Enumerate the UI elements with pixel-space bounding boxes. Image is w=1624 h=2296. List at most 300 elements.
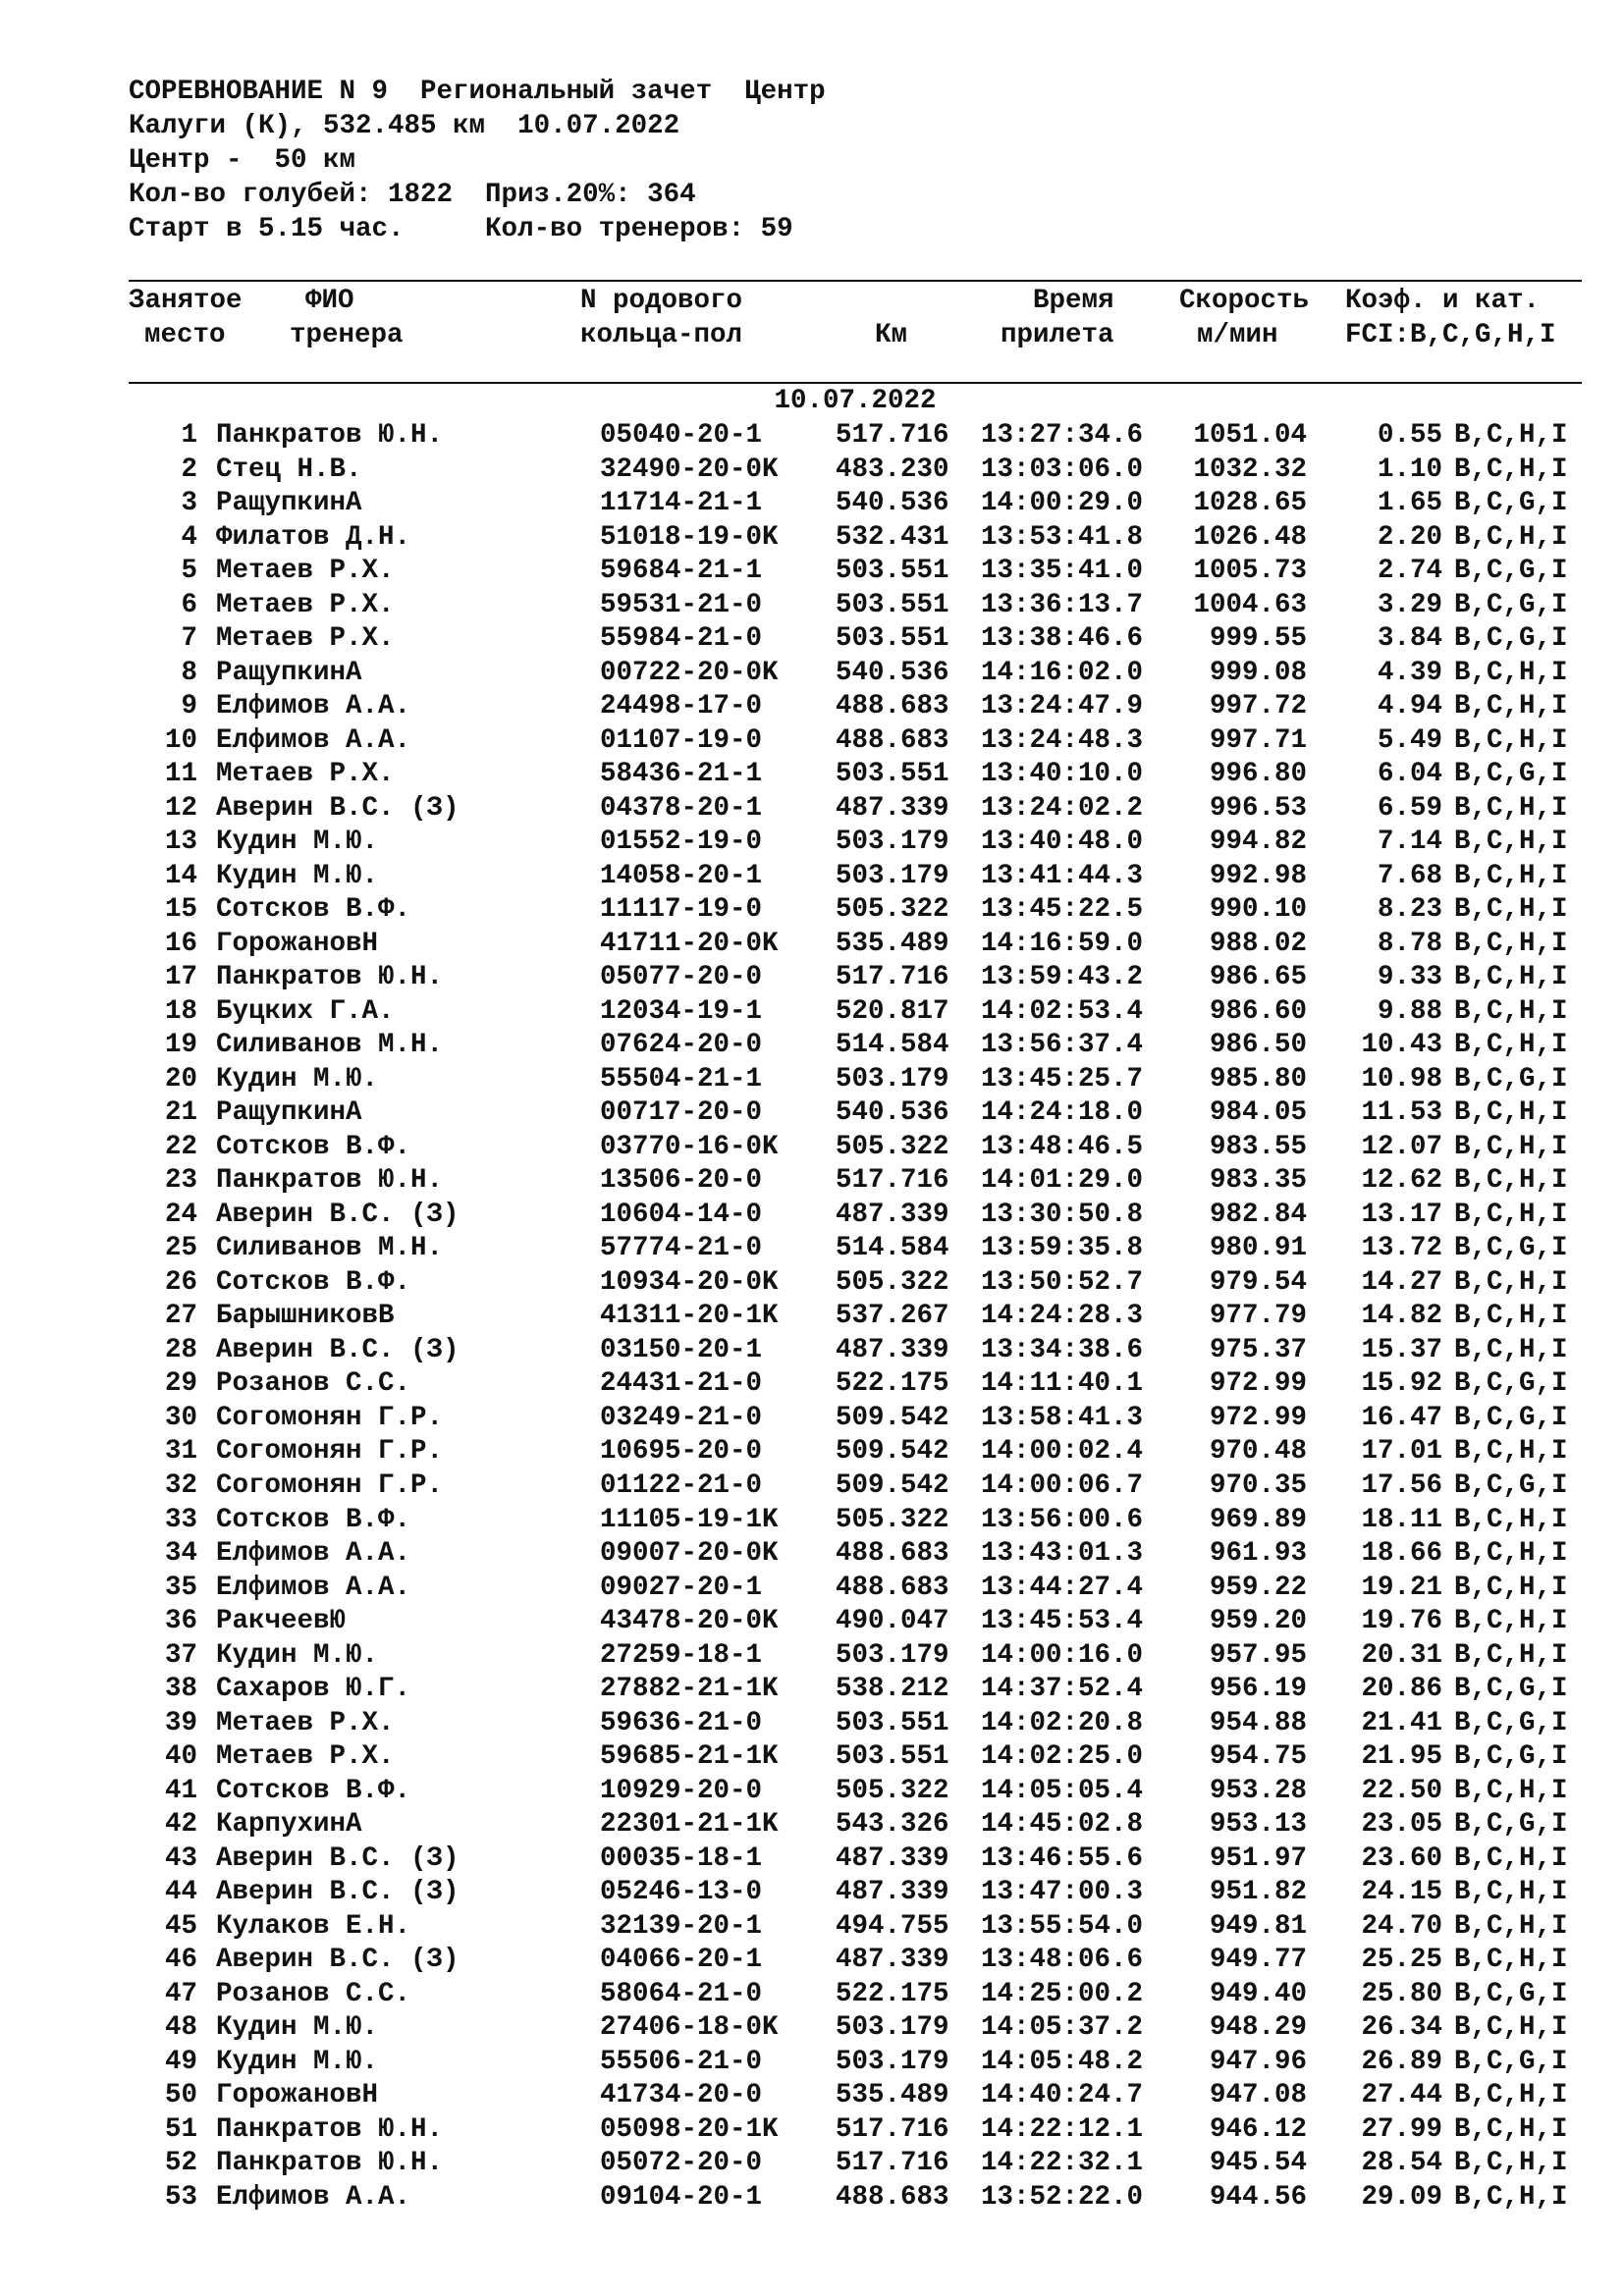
header-top-rule [129,280,1582,282]
cell-km: 505.322 [836,1131,949,1162]
cell-cat: B,C,H,I [1454,1572,1568,1603]
cell-place: 6 [181,589,197,620]
cell-km: 509.542 [836,1436,949,1468]
cell-speed: 992.98 [1209,860,1307,891]
cell-ring: 41711-20-0K [600,928,779,959]
center-distance: Центр - 50 км [129,145,356,176]
cell-time: 13:03:06.0 [981,454,1144,485]
cell-name: РащупкинА [216,657,362,688]
cell-time: 13:48:46.5 [981,1131,1144,1162]
cell-name: Розанов С.С. [216,1978,411,2009]
cell-ring: 01552-19-0 [600,827,763,858]
cell-km: 505.322 [836,1504,949,1535]
cell-name: Силиванов М.Н. [216,1233,444,1264]
cell-time: 13:59:35.8 [981,1233,1144,1264]
cell-ring: 03770-16-0K [600,1131,779,1162]
cell-km: 505.322 [836,894,949,926]
col-ring-sublabel: кольца-пол [580,320,743,350]
cell-cat: B,C,H,I [1454,1504,1568,1535]
cell-ring: 59684-21-1 [600,556,763,587]
cell-km: 503.551 [836,589,949,620]
cell-name: Согомонян Г.Р. [216,1436,444,1468]
cell-km: 490.047 [836,1606,949,1637]
cell-time: 14:05:48.2 [981,2046,1144,2077]
cell-speed: 948.29 [1209,2012,1307,2044]
cell-name: РащупкинА [216,488,362,519]
cell-place: 36 [164,1606,197,1637]
cell-time: 13:47:00.3 [981,1877,1144,1908]
table-row [129,1605,1582,1639]
cell-coef: 21.41 [1361,1707,1442,1738]
cell-km: 514.584 [836,1030,949,1061]
cell-speed: 1026.48 [1193,521,1307,553]
cell-ring: 03249-21-0 [600,1402,763,1433]
cell-km: 483.230 [836,454,949,485]
cell-coef: 15.37 [1361,1334,1442,1365]
table-row [129,1334,1582,1368]
cell-km: 535.489 [836,928,949,959]
cell-time: 14:05:05.4 [981,1775,1144,1806]
cell-time: 14:01:29.0 [981,1165,1144,1197]
cell-km: 517.716 [836,962,949,993]
table-row [129,893,1582,928]
results-header [129,75,1582,246]
cell-speed: 1005.73 [1193,556,1307,587]
cell-cat: B,C,H,I [1454,2113,1568,2145]
cell-time: 13:24:47.9 [981,691,1144,722]
start-info: Старт в 5.15 час. Кол-во тренеров: 59 [129,214,793,244]
cell-ring: 12034-19-1 [600,995,763,1027]
cell-ring: 13506-20-0 [600,1165,763,1197]
cell-ring: 10604-14-0 [600,1199,763,1230]
cell-coef: 19.76 [1361,1606,1442,1637]
cell-place: 10 [164,724,197,756]
cell-speed: 959.22 [1209,1572,1307,1603]
cell-coef: 28.54 [1361,2148,1442,2179]
cell-ring: 14058-20-1 [600,860,763,891]
col-coef-sublabel: FCI:B,C,G,H,I [1345,320,1556,350]
cell-km: 538.212 [836,1674,949,1705]
cell-time: 13:30:50.8 [981,1199,1144,1230]
cell-cat: B,C,G,I [1454,556,1568,587]
cell-speed: 997.72 [1209,691,1307,722]
cell-cat: B,C,H,I [1454,657,1568,688]
cell-km: 488.683 [836,1538,949,1570]
cell-place: 13 [164,827,197,858]
col-place-label: Занятое [129,286,243,316]
cell-ring: 11105-19-1K [600,1504,779,1535]
col-place-sublabel: место [144,320,226,350]
cell-time: 14:02:25.0 [981,1741,1144,1773]
cell-ring: 10934-20-0K [600,1266,779,1298]
table-row [129,1435,1582,1469]
race-date: 10.07.2022 [774,386,937,416]
cell-ring: 05040-20-1 [600,420,763,451]
cell-name: Сахаров Ю.Г. [216,1674,411,1705]
cell-ring: 59685-21-1K [600,1741,779,1773]
table-row [129,2079,1582,2113]
cell-time: 13:53:41.8 [981,521,1144,553]
cell-place: 43 [164,1842,197,1874]
cell-ring: 00722-20-0K [600,657,779,688]
cell-name: Метаев Р.Х. [216,589,395,620]
cell-ring: 11714-21-1 [600,488,763,519]
cell-km: 509.542 [836,1402,949,1433]
cell-speed: 996.53 [1209,792,1307,824]
cell-time: 14:00:16.0 [981,1639,1144,1671]
cell-speed: 947.96 [1209,2046,1307,2077]
table-row [129,1131,1582,1165]
cell-name: Панкратов Ю.Н. [216,962,444,993]
col-speed-label: Скорость [1179,286,1310,316]
table-row [129,1537,1582,1572]
cell-coef: 25.80 [1361,1978,1442,2009]
table-row [129,1876,1582,1910]
cell-speed: 972.99 [1209,1402,1307,1433]
cell-name: Аверин В.С. (З) [216,1199,460,1230]
cell-place: 23 [164,1165,197,1197]
cell-name: Сотсков В.Ф. [216,1266,411,1298]
table-row [129,1842,1582,1877]
cell-ring: 09007-20-0K [600,1538,779,1570]
cell-place: 53 [164,2181,197,2213]
cell-coef: 12.62 [1361,1165,1442,1197]
cell-ring: 55984-21-0 [600,623,763,655]
cell-km: 488.683 [836,691,949,722]
cell-name: Стец Н.В. [216,454,362,485]
cell-speed: 949.81 [1209,1910,1307,1942]
cell-place: 42 [164,1809,197,1841]
cell-cat: B,C,H,I [1454,827,1568,858]
cell-ring: 27882-21-1K [600,1674,779,1705]
cell-place: 39 [164,1707,197,1738]
cell-time: 13:43:01.3 [981,1538,1144,1570]
cell-speed: 985.80 [1209,1063,1307,1095]
column-headers [129,284,1582,352]
table-row [129,1164,1582,1199]
cell-name: Розанов С.С. [216,1368,411,1400]
cell-cat: B,C,H,I [1454,1199,1568,1230]
cell-ring: 07624-20-0 [600,1030,763,1061]
cell-speed: 972.99 [1209,1368,1307,1400]
cell-cat: B,C,G,I [1454,1674,1568,1705]
cell-km: 517.716 [836,2113,949,2145]
cell-place: 52 [164,2148,197,2179]
cell-km: 505.322 [836,1266,949,1298]
cell-cat: B,C,H,I [1454,521,1568,553]
cell-ring: 01122-21-0 [600,1469,763,1501]
cell-place: 49 [164,2046,197,2077]
cell-speed: 988.02 [1209,928,1307,959]
table-row [129,555,1582,589]
cell-coef: 16.47 [1361,1402,1442,1433]
cell-cat: B,C,H,I [1454,1910,1568,1942]
cell-place: 48 [164,2012,197,2044]
cell-speed: 975.37 [1209,1334,1307,1365]
cell-km: 522.175 [836,1368,949,1400]
cell-km: 503.179 [836,827,949,858]
cell-km: 503.179 [836,860,949,891]
cell-speed: 953.13 [1209,1809,1307,1841]
cell-cat: B,C,H,I [1454,1030,1568,1061]
cell-time: 14:22:32.1 [981,2148,1144,2179]
table-row [129,1504,1582,1538]
cell-ring: 05098-20-1K [600,2113,779,2145]
cell-cat: B,C,G,I [1454,623,1568,655]
cell-coef: 14.27 [1361,1266,1442,1298]
cell-name: Кудин М.Ю. [216,827,379,858]
cell-place: 5 [181,556,197,587]
cell-name: Метаев Р.Х. [216,1741,395,1773]
table-row [129,961,1582,995]
cell-speed: 953.28 [1209,1775,1307,1806]
cell-place: 28 [164,1334,197,1365]
cell-place: 3 [181,488,197,519]
cell-km: 503.179 [836,2012,949,2044]
cell-ring: 24498-17-0 [600,691,763,722]
cell-cat: B,C,H,I [1454,691,1568,722]
cell-ring: 05072-20-0 [600,2148,763,2179]
cell-cat: B,C,G,I [1454,1233,1568,1264]
cell-cat: B,C,H,I [1454,1877,1568,1908]
cell-ring: 04378-20-1 [600,792,763,824]
cell-time: 13:45:53.4 [981,1606,1144,1637]
table-row [129,1707,1582,1741]
cell-place: 11 [164,759,197,790]
cell-coef: 6.04 [1377,759,1442,790]
cell-speed: 980.91 [1209,1233,1307,1264]
cell-coef: 7.68 [1377,860,1442,891]
cell-cat: B,C,H,I [1454,1606,1568,1637]
table-row [129,2181,1582,2216]
cell-speed: 999.55 [1209,623,1307,655]
cell-time: 14:02:20.8 [981,1707,1144,1738]
cell-coef: 4.39 [1377,657,1442,688]
cell-cat: B,C,H,I [1454,2012,1568,2044]
cell-coef: 7.14 [1377,827,1442,858]
cell-ring: 27406-18-0K [600,2012,779,2044]
cell-time: 13:24:48.3 [981,724,1144,756]
cell-coef: 19.21 [1361,1572,1442,1603]
cell-place: 4 [181,521,197,553]
table-row [129,1944,1582,1978]
cell-place: 41 [164,1775,197,1806]
cell-coef: 23.05 [1361,1809,1442,1841]
table-row [129,1775,1582,1809]
cell-name: Метаев Р.Х. [216,556,395,587]
cell-name: Буцких Г.А. [216,995,395,1027]
cell-ring: 58064-21-0 [600,1978,763,2009]
cell-time: 13:45:25.7 [981,1063,1144,1095]
cell-place: 22 [164,1131,197,1162]
cell-ring: 59531-21-0 [600,589,763,620]
cell-coef: 17.01 [1361,1436,1442,1468]
cell-coef: 12.07 [1361,1131,1442,1162]
cell-speed: 999.08 [1209,657,1307,688]
cell-coef: 4.94 [1377,691,1442,722]
cell-name: КарпухинА [216,1809,362,1841]
cell-place: 20 [164,1063,197,1095]
cell-speed: 947.08 [1209,2080,1307,2111]
cell-speed: 977.79 [1209,1301,1307,1332]
cell-name: Силиванов М.Н. [216,1030,444,1061]
col-coef-label: Коэф. и кат. [1345,286,1541,316]
cell-cat: B,C,H,I [1454,962,1568,993]
table-row [129,454,1582,488]
cell-coef: 1.65 [1377,488,1442,519]
col-ring-label: N родового [580,286,743,316]
cell-name: Панкратов Ю.Н. [216,2148,444,2179]
cell-time: 14:25:00.2 [981,1978,1144,2009]
cell-speed: 949.40 [1209,1978,1307,2009]
cell-time: 13:58:41.3 [981,1402,1144,1433]
cell-name: Кудин М.Ю. [216,2012,379,2044]
cell-time: 14:05:37.2 [981,2012,1144,2044]
table-row [129,690,1582,724]
col-time-sublabel: прилета [1001,320,1114,350]
cell-place: 7 [181,623,197,655]
cell-cat: B,C,H,I [1454,1266,1568,1298]
table-row [129,2011,1582,2046]
cell-time: 14:11:40.1 [981,1368,1144,1400]
cell-name: Елфимов А.А. [216,691,411,722]
cell-name: Елфимов А.А. [216,724,411,756]
cell-km: 494.755 [836,1910,949,1942]
cell-km: 522.175 [836,1978,949,2009]
cell-name: Кудин М.Ю. [216,1639,379,1671]
cell-coef: 20.86 [1361,1674,1442,1705]
cell-time: 13:55:54.0 [981,1910,1144,1942]
cell-time: 13:48:06.6 [981,1945,1144,1976]
cell-speed: 997.71 [1209,724,1307,756]
cell-time: 13:35:41.0 [981,556,1144,587]
cell-speed: 957.95 [1209,1639,1307,1671]
cell-coef: 9.88 [1377,995,1442,1027]
cell-name: Филатов Д.Н. [216,521,411,553]
cell-ring: 51018-19-0K [600,521,779,553]
cell-ring: 57774-21-0 [600,1233,763,1264]
cell-coef: 18.66 [1361,1538,1442,1570]
cell-cat: B,C,G,I [1454,589,1568,620]
cell-name: БарышниковВ [216,1301,395,1332]
cell-km: 503.551 [836,1707,949,1738]
cell-time: 14:24:18.0 [981,1097,1144,1129]
cell-coef: 24.15 [1361,1877,1442,1908]
cell-speed: 994.82 [1209,827,1307,858]
table-row [129,487,1582,521]
cell-time: 14:40:24.7 [981,2080,1144,2111]
cell-coef: 8.23 [1377,894,1442,926]
cell-ring: 00035-18-1 [600,1842,763,1874]
cell-km: 505.322 [836,1775,949,1806]
cell-name: Согомонян Г.Р. [216,1469,444,1501]
table-row [129,758,1582,792]
cell-km: 488.683 [836,1572,949,1603]
cell-coef: 17.56 [1361,1469,1442,1501]
cell-speed: 944.56 [1209,2181,1307,2213]
cell-cat: B,C,G,I [1454,1368,1568,1400]
cell-km: 487.339 [836,1945,949,1976]
cell-cat: B,C,H,I [1454,860,1568,891]
cell-ring: 41311-20-1K [600,1301,779,1332]
cell-cat: B,C,H,I [1454,2148,1568,2179]
cell-time: 14:24:28.3 [981,1301,1144,1332]
cell-place: 44 [164,1877,197,1908]
table-row [129,928,1582,962]
table-row [129,419,1582,454]
cell-cat: B,C,H,I [1454,995,1568,1027]
cell-name: Кудин М.Ю. [216,2046,379,2077]
pigeon-count: Кол-во голубей: 1822 Приз.20%: 364 [129,180,696,210]
cell-name: Аверин В.С. (З) [216,792,460,824]
cell-km: 503.551 [836,1741,949,1773]
cell-km: 517.716 [836,2148,949,2179]
cell-speed: 1051.04 [1193,420,1307,451]
table-row [129,995,1582,1030]
cell-km: 503.179 [836,1639,949,1671]
cell-name: ГорожановН [216,2080,379,2111]
cell-coef: 1.10 [1377,454,1442,485]
cell-name: Аверин В.С. (З) [216,1842,460,1874]
cell-time: 13:44:27.4 [981,1572,1144,1603]
cell-name: Елфимов А.А. [216,1538,411,1570]
cell-time: 14:45:02.8 [981,1809,1144,1841]
cell-speed: 986.50 [1209,1030,1307,1061]
cell-cat: B,C,H,I [1454,1945,1568,1976]
cell-name: Аверин В.С. (З) [216,1945,460,1976]
cell-place: 12 [164,792,197,824]
cell-ring: 22301-21-1K [600,1809,779,1841]
cell-speed: 979.54 [1209,1266,1307,1298]
table-row [129,622,1582,657]
cell-km: 509.542 [836,1469,949,1501]
cell-place: 16 [164,928,197,959]
cell-speed: 990.10 [1209,894,1307,926]
cell-speed: 983.35 [1209,1165,1307,1197]
cell-coef: 13.17 [1361,1199,1442,1230]
table-row [129,1266,1582,1301]
cell-speed: 945.54 [1209,2148,1307,2179]
cell-time: 13:50:52.7 [981,1266,1144,1298]
cell-cat: B,C,G,I [1454,1402,1568,1433]
cell-cat: B,C,G,I [1454,1809,1568,1841]
cell-speed: 983.55 [1209,1131,1307,1162]
cell-coef: 21.95 [1361,1741,1442,1773]
cell-time: 14:02:53.4 [981,995,1144,1027]
cell-km: 488.683 [836,2181,949,2213]
table-row [129,657,1582,691]
cell-cat: B,C,G,I [1454,488,1568,519]
cell-ring: 43478-20-0K [600,1606,779,1637]
cell-cat: B,C,G,I [1454,1063,1568,1095]
col-name-sublabel: тренера [290,320,404,350]
cell-speed: 986.65 [1209,962,1307,993]
cell-cat: B,C,H,I [1454,792,1568,824]
cell-km: 517.716 [836,1165,949,1197]
cell-time: 13:34:38.6 [981,1334,1144,1365]
cell-cat: B,C,H,I [1454,1842,1568,1874]
table-row [129,2113,1582,2148]
cell-speed: 956.19 [1209,1674,1307,1705]
cell-name: Кудин М.Ю. [216,860,379,891]
col-km-sublabel: Км [875,320,908,350]
cell-name: ГорожановН [216,928,379,959]
cell-speed: 961.93 [1209,1538,1307,1570]
cell-place: 18 [164,995,197,1027]
cell-place: 26 [164,1266,197,1298]
table-row [129,1673,1582,1707]
cell-coef: 10.43 [1361,1030,1442,1061]
